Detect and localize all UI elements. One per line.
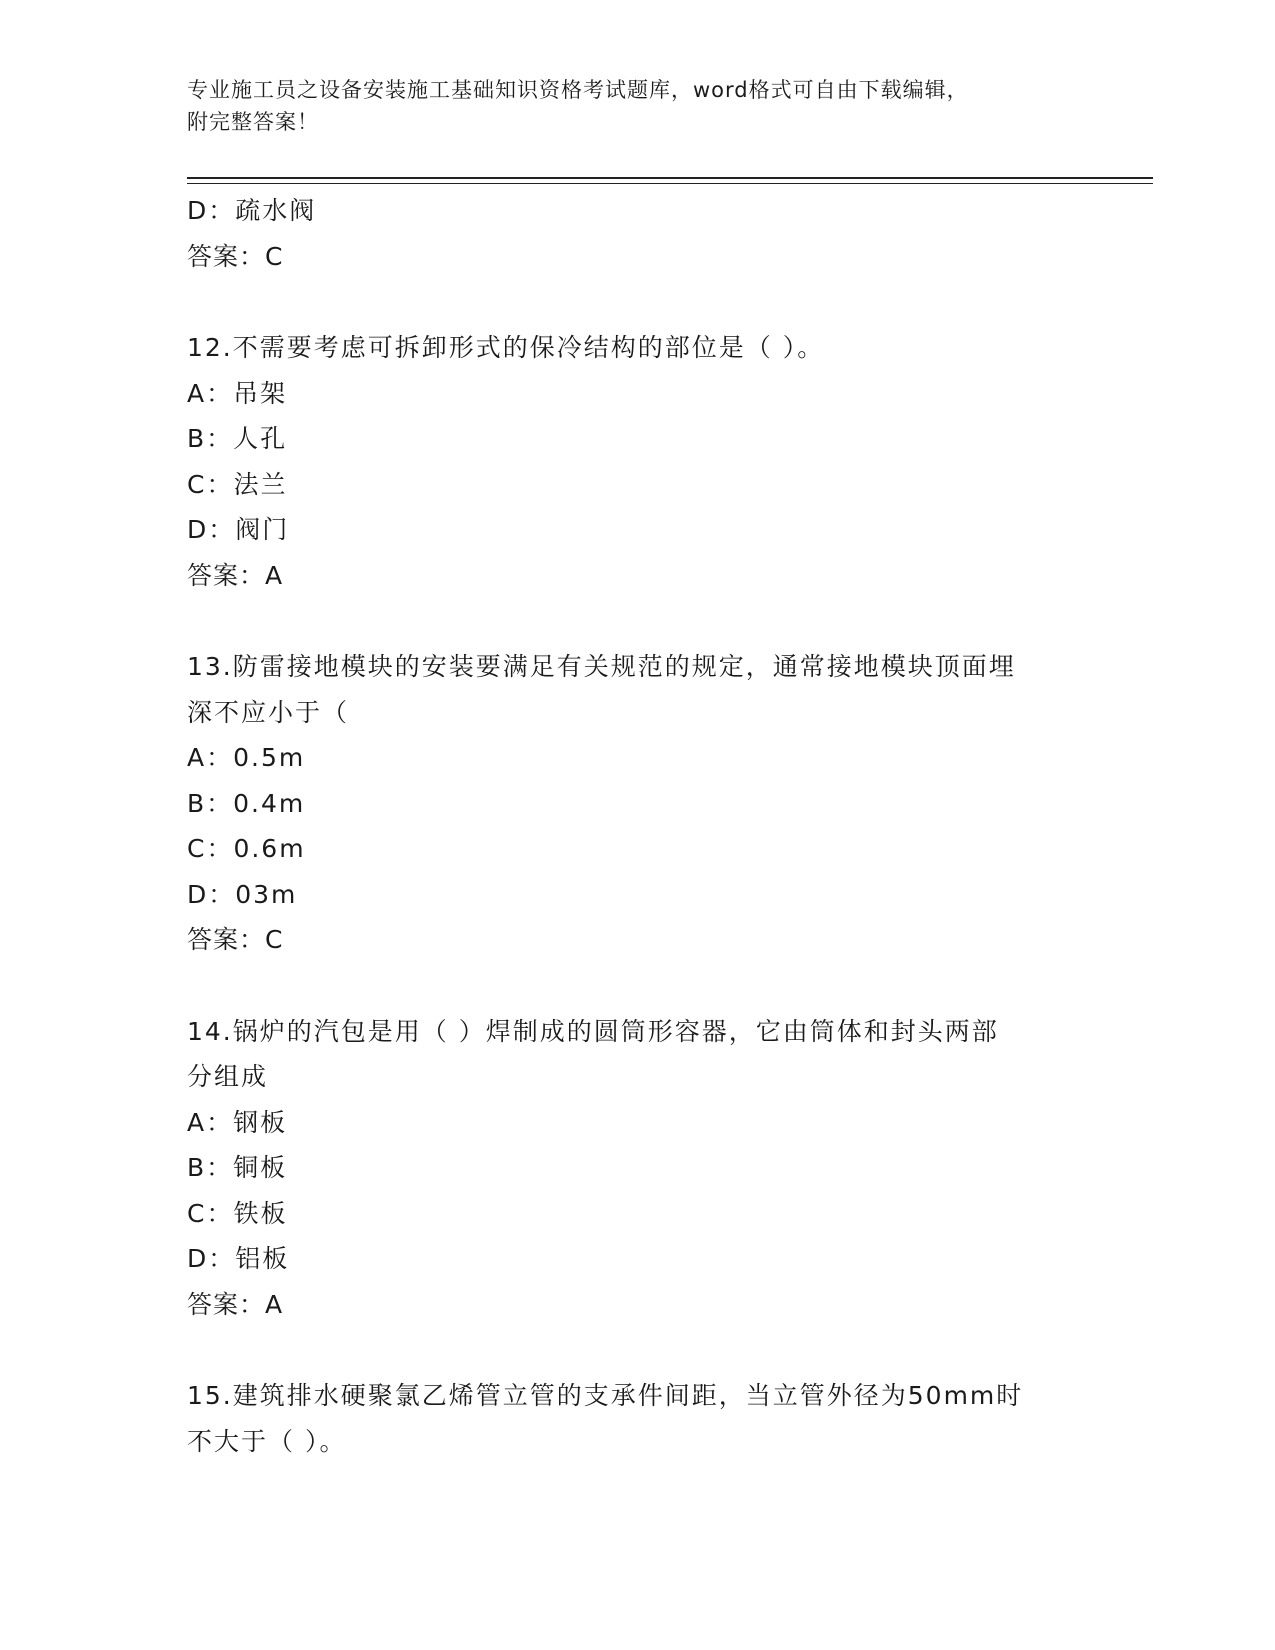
question-text-line-2: 深不应小于（	[187, 697, 350, 727]
option-b: B：人孔	[187, 424, 288, 453]
question-text-line-1: 13.防雷接地模块的安装要满足有关规范的规定，通常接地模块顶面埋	[187, 652, 1016, 681]
question-text-line-1: 15.建筑排水硬聚氯乙烯管立管的支承件间距，当立管外径为50mm时	[187, 1381, 1024, 1410]
question-14	[187, 1009, 1087, 1328]
question-text-line-2: 分组成	[187, 1062, 269, 1091]
question-text: 12.不需要考虑可拆卸形式的保冷结构的部位是（ ）。	[187, 333, 825, 362]
option-d: D：03m	[187, 879, 298, 909]
question-15	[187, 1373, 1087, 1464]
option-c: C：法兰	[187, 469, 288, 499]
header-title-line-2: 附完整答案！	[187, 110, 319, 134]
question-list	[187, 188, 1087, 1464]
header-title-line-1: 专业施工员之设备安装施工基础知识资格考试题库，word格式可自由下载编辑，	[187, 78, 969, 102]
option-d: D：阀门	[187, 515, 290, 544]
header-divider-thin	[187, 183, 1153, 184]
answer-line: 答案：C	[187, 241, 284, 271]
question-text-line-2: 不大于（ ）。	[187, 1426, 347, 1456]
option-d: D：铝板	[187, 1244, 290, 1273]
option-c: C：0.6m	[187, 834, 306, 863]
option-a: A：吊架	[187, 378, 288, 408]
answer-line: 答案：C	[187, 925, 284, 954]
option-b: B：0.4m	[187, 788, 306, 818]
option-d: D：疏水阀	[187, 196, 317, 225]
option-c: C：铁板	[187, 1198, 288, 1228]
page-header	[187, 74, 1087, 138]
option-a: A：0.5m	[187, 743, 306, 772]
question-13	[187, 644, 1087, 963]
question-text-line-1: 14.锅炉的汽包是用（ ）焊制成的圆筒形容器，它由筒体和封头两部	[187, 1016, 999, 1046]
question-12	[187, 325, 1087, 598]
header-divider-thick	[187, 177, 1153, 179]
answer-line: 答案：A	[187, 560, 284, 590]
option-a: A：钢板	[187, 1107, 288, 1137]
answer-line: 答案：A	[187, 1289, 284, 1319]
option-b: B：铜板	[187, 1153, 288, 1182]
